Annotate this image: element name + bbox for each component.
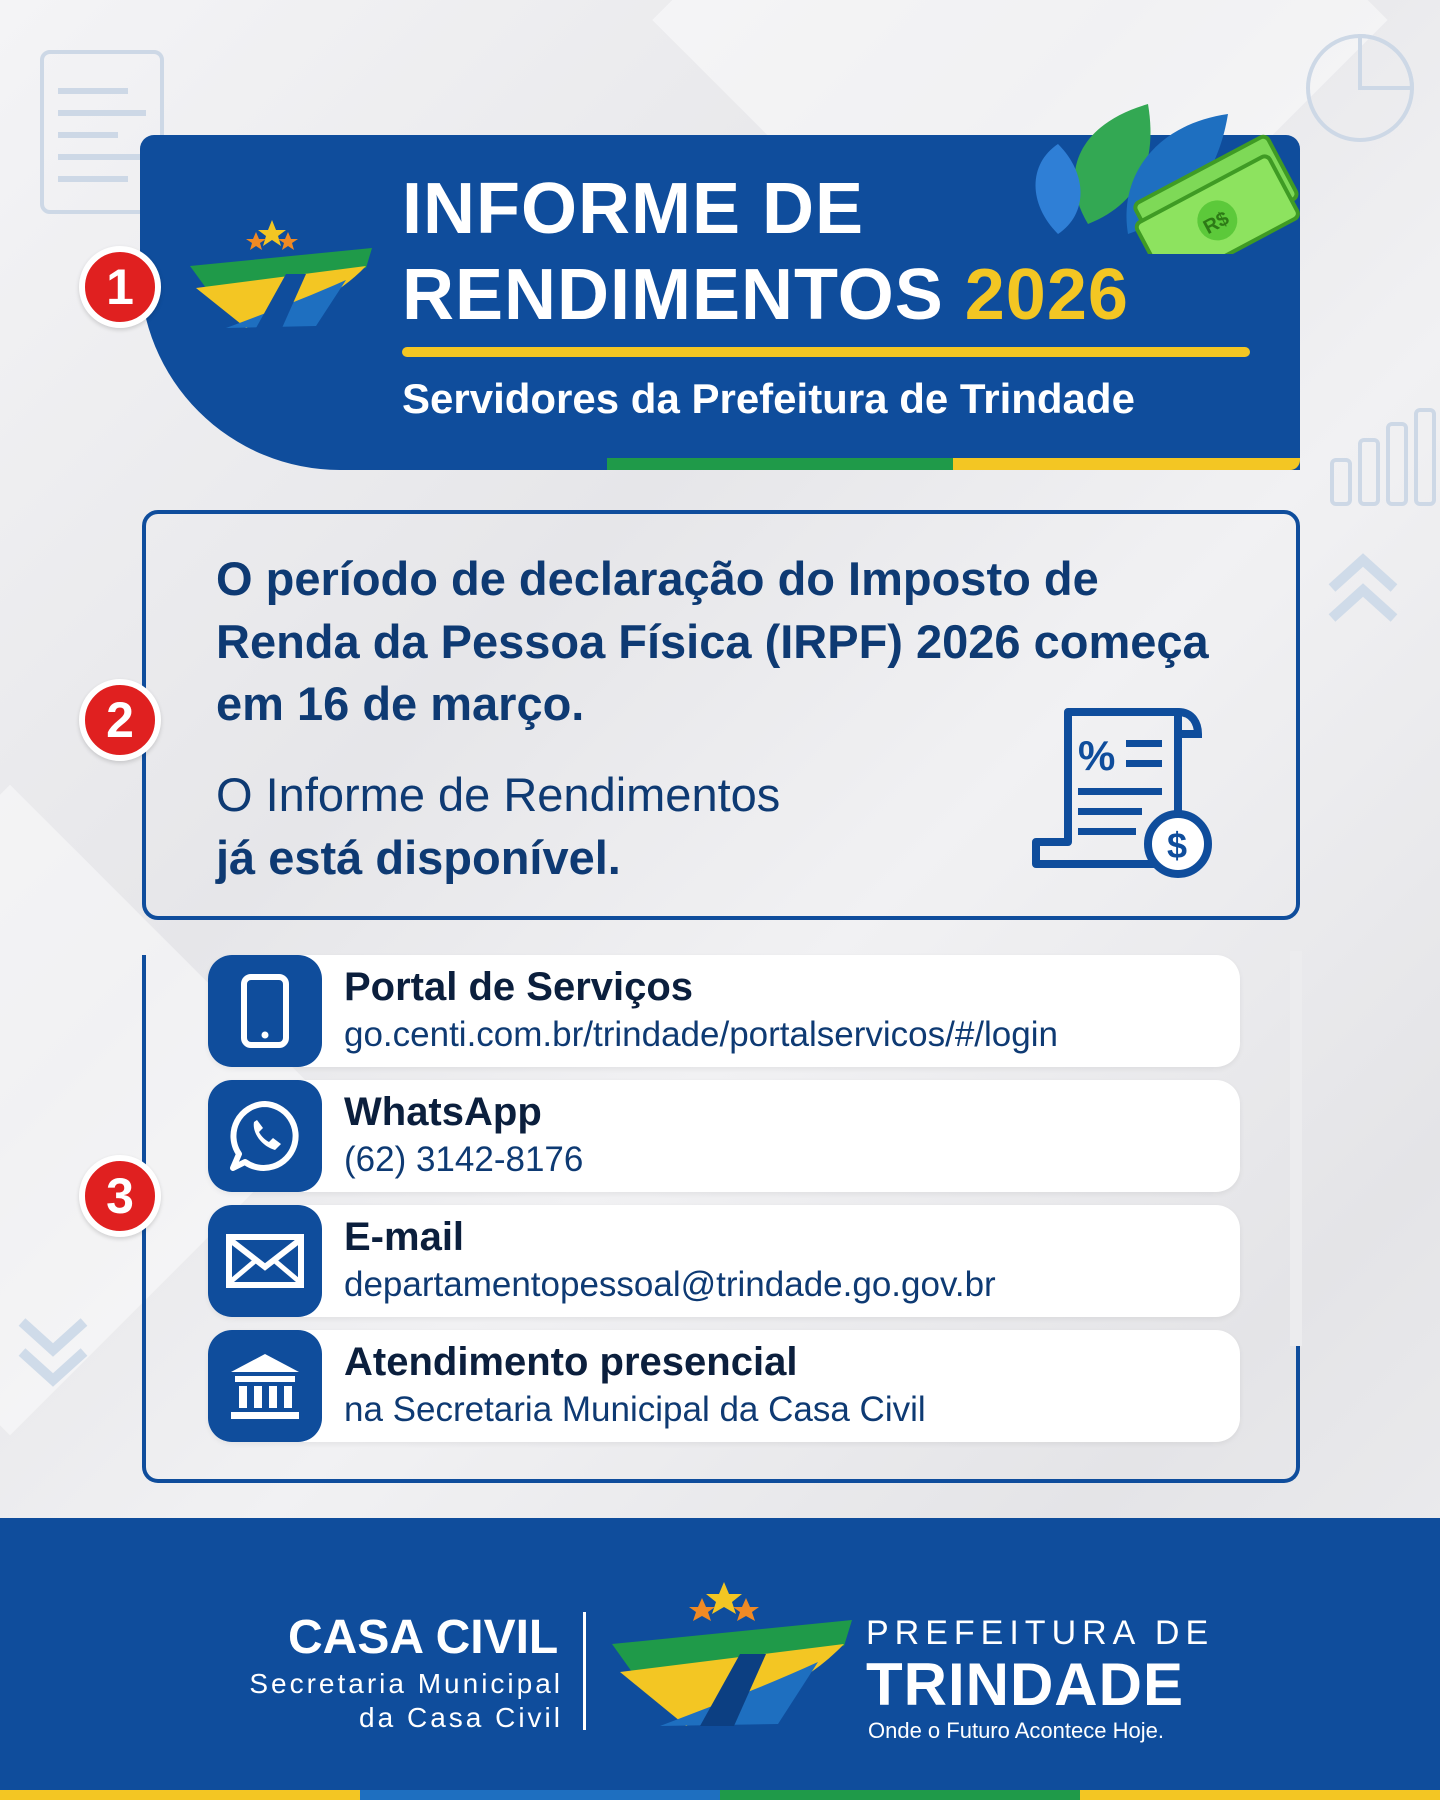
pie-chart-icon	[1300, 28, 1420, 148]
contact-portal[interactable]	[208, 955, 1240, 1067]
casa-civil-title: CASA CIVIL	[288, 1611, 559, 1664]
title-line-1: INFORME DE	[402, 169, 865, 249]
bar-yellow	[0, 1790, 360, 1800]
email-address[interactable]: departamentopessoal@trindade.go.gov.br	[344, 1265, 996, 1304]
whatsapp-icon	[208, 1080, 322, 1192]
title-rendimentos: RENDIMENTOS	[402, 255, 944, 335]
step-3-badge: 3	[79, 1155, 161, 1237]
bar-blue	[360, 1790, 720, 1800]
green-stripe	[607, 458, 953, 470]
title-underline	[402, 347, 1250, 357]
svg-text:%: %	[1078, 732, 1116, 779]
contact-email[interactable]	[208, 1205, 1240, 1317]
informe-line-2: já está disponível.	[216, 830, 621, 884]
yellow-stripe	[953, 458, 1300, 470]
phone-icon	[208, 955, 322, 1067]
bar-green	[720, 1790, 1080, 1800]
contact-label: Atendimento presencial	[344, 1340, 798, 1384]
contact-label: E-mail	[344, 1215, 465, 1259]
contact-label: WhatsApp	[344, 1090, 542, 1134]
footer	[0, 1518, 1440, 1800]
mail-icon	[208, 1205, 322, 1317]
chevron-down-icon	[16, 1310, 90, 1390]
presencial-location: na Secretaria Municipal da Casa Civil	[344, 1390, 926, 1429]
tax-receipt-icon	[1028, 704, 1228, 894]
title-year: 2026	[964, 255, 1129, 335]
footer-divider	[583, 1612, 586, 1730]
step-2-badge: 2	[79, 679, 161, 761]
contact-whatsapp[interactable]	[208, 1080, 1240, 1192]
svg-text:R$: R$	[1199, 207, 1233, 239]
trindade-logo	[606, 1580, 856, 1740]
informe-available-text	[216, 764, 976, 889]
contacts-box	[142, 955, 1300, 1483]
prefeitura-label: PREFEITURA DE	[866, 1614, 1215, 1652]
trindade-logo	[186, 218, 376, 338]
casa-civil-subtitle-1: Secretaria Municipal	[249, 1668, 563, 1699]
footer-color-bars	[0, 1790, 1440, 1800]
border-gap	[1290, 951, 1302, 1346]
bar-yellow	[1080, 1790, 1440, 1800]
svg-text:$: $	[1167, 825, 1188, 866]
trindade-label: TRINDADE	[866, 1651, 1184, 1718]
contact-label: Portal de Serviços	[344, 965, 694, 1009]
whatsapp-number[interactable]: (62) 3142-8176	[344, 1140, 584, 1179]
title-line-2	[402, 255, 1129, 335]
irpf-info-box	[142, 510, 1300, 920]
contact-presencial[interactable]	[208, 1330, 1240, 1442]
chevron-up-icon	[1326, 548, 1400, 628]
slogan: Onde o Futuro Acontece Hoje.	[868, 1718, 1164, 1743]
casa-civil-subtitle-2: da Casa Civil	[359, 1702, 563, 1733]
step-1-badge: 1	[79, 246, 161, 328]
bank-icon	[208, 1330, 322, 1442]
money-leaves-icon	[1018, 64, 1318, 254]
portal-link[interactable]: go.centi.com.br/trindade/portalservicos/#/login	[344, 1015, 1058, 1054]
informe-line-1: O Informe de Rendimentos	[216, 768, 781, 821]
irpf-period-text: O período de declaração do Imposto de Renda da Pessoa Física (IRPF) 2026 começa em 16 de março.	[216, 552, 1209, 730]
bar-chart-icon	[1328, 380, 1440, 510]
header-subtitle: Servidores da Prefeitura de Trindade	[402, 375, 1135, 422]
